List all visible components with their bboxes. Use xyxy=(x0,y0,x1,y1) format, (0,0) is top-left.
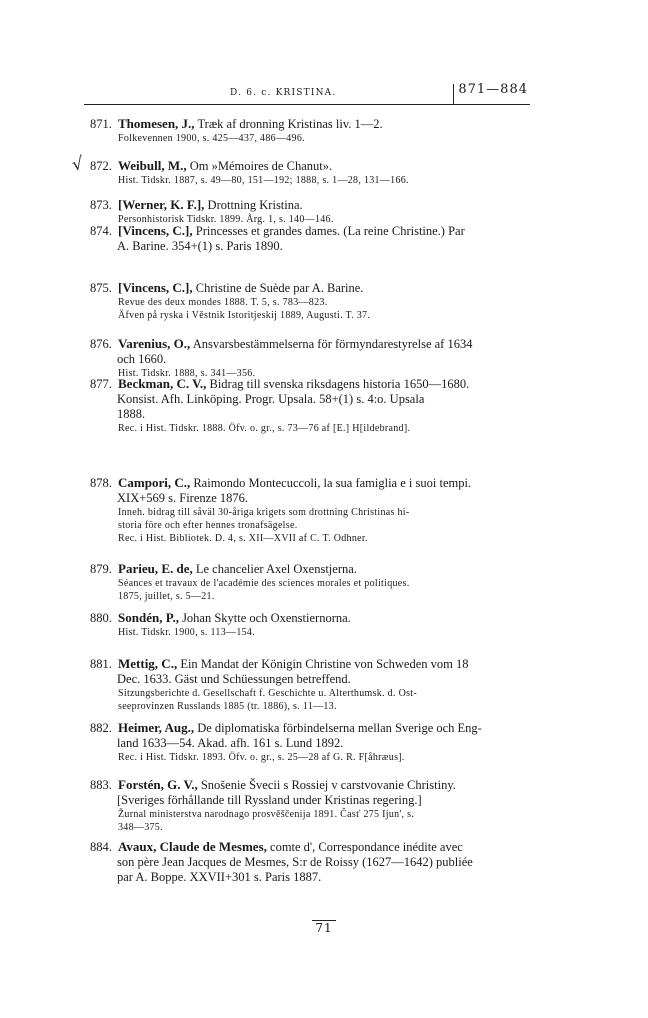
bibliography-entry xyxy=(90,197,536,226)
entry-title: Johan Skytte och Oxenstiernorna. xyxy=(182,611,351,625)
entry-author: Thomesen, J., xyxy=(118,116,195,131)
page-header xyxy=(84,82,530,105)
entry-heading xyxy=(90,197,536,213)
entry-heading xyxy=(90,280,536,296)
entry-heading xyxy=(90,223,536,239)
bibliography-entry xyxy=(90,336,536,380)
entry-author: Parieu, E. de, xyxy=(118,561,193,576)
entry-author: Mettig, C., xyxy=(118,656,178,671)
entry-title: Ein Mandat der Königin Christine von Schweden vom 18 xyxy=(180,657,469,671)
bibliography-entry xyxy=(90,610,536,639)
bibliography-entry xyxy=(90,280,536,322)
entry-number: 884. xyxy=(90,840,112,854)
bibliography-entry xyxy=(90,839,536,885)
entry-note: Hist. Tidskr. 1888, s. 341—356. xyxy=(118,368,256,379)
entry-heading xyxy=(90,777,536,793)
entry-heading xyxy=(90,116,536,132)
entry-heading xyxy=(90,475,536,491)
entry-author: Avaux, Claude de Mesmes, xyxy=(118,839,267,854)
entry-title: De diplomatiska förbindelserna mellan Sverige och Eng- xyxy=(197,721,482,735)
entry-heading xyxy=(90,158,536,174)
entry-continuation: par A. Boppe. XXVII+301 s. Paris 1887. xyxy=(117,870,322,884)
handwritten-check-mark: √ xyxy=(70,153,86,176)
entry-continuation: 1888. xyxy=(117,407,146,421)
entry-note: Hist. Tidskr. 1900, s. 113—154. xyxy=(118,627,256,638)
entry-number: 878. xyxy=(90,476,112,490)
entry-title: comte d', Correspondance inédite avec xyxy=(270,840,463,854)
entry-title: Christine de Suède par A. Barine. xyxy=(195,281,364,295)
entry-note: Personhistorisk Tidskr. 1899. Årg. 1, s. 140—146. xyxy=(118,214,334,225)
entry-number: 879. xyxy=(90,562,112,576)
entry-title: Drottning Kristina. xyxy=(207,198,303,212)
entry-heading xyxy=(90,656,536,672)
entry-note: Rec. i Hist. Tidskr. 1893. Öfv. o. gr., s. 25—28 af G. R. F[åhræus]. xyxy=(118,752,405,763)
entry-author: Forstén, G. V., xyxy=(118,777,198,792)
running-title: D. 6. c. KRISTINA. xyxy=(230,88,337,98)
entry-title: Ansvarsbestämmelserna för förmyndarestyrelse af 1634 xyxy=(192,337,473,351)
entry-number: 875. xyxy=(90,281,112,295)
entry-author: [Vincens, C.], xyxy=(118,280,193,295)
entry-number: 871. xyxy=(90,117,112,131)
entry-number: 873. xyxy=(90,198,112,212)
entry-number: 872. xyxy=(90,159,112,173)
entry-continuation: Konsist. Afh. Linköping. Progr. Upsala. 58+(1) s. 4:o. Upsala xyxy=(117,392,425,406)
entry-title: Princesses et grandes dames. (La reine Christine.) Par xyxy=(195,224,465,238)
entry-note: Folkevennen 1900, s. 425—437, 486—496. xyxy=(118,133,305,144)
entry-number: 883. xyxy=(90,778,112,792)
entry-heading xyxy=(90,376,536,392)
entry-continuation: son père Jean Jacques de Mesmes, S:r de Roissy (1627—1642) publiée xyxy=(117,855,473,869)
entry-number: 880. xyxy=(90,611,112,625)
bibliography-entry xyxy=(90,223,536,254)
entry-author: [Vincens, C.], xyxy=(118,223,193,238)
bibliography-entry xyxy=(90,656,536,713)
entry-number: 874. xyxy=(90,224,112,238)
bibliography-entry xyxy=(90,475,536,545)
entry-note: Äfven på ryska i Věstnik Istoritjeskij 1889, Augusti. T. 37. xyxy=(118,310,371,321)
entry-author: Sondén, P., xyxy=(118,610,179,625)
entry-continuation: land 1633—54. Akad. afh. 161 s. Lund 1892. xyxy=(117,736,344,750)
bibliography-entry xyxy=(90,777,536,834)
entry-note: Inneh. bidrag till såväl 30-åriga krigets som drottning Christinas hi- xyxy=(118,507,410,518)
entry-continuation: Dec. 1633. Gäst und Schüessungen betreffend. xyxy=(117,672,351,686)
entry-continuation: och 1660. xyxy=(117,352,167,366)
bibliography-entry xyxy=(90,561,536,603)
entry-note: Revue des deux mondes 1888. T. 5, s. 783—823. xyxy=(118,297,328,308)
entry-title: Le chancelier Axel Oxenstjerna. xyxy=(195,562,357,576)
entry-note: Rec. i Hist. Tidskr. 1888. Öfv. o. gr., s. 73—76 af [E.] H[ildebrand]. xyxy=(118,423,411,434)
entry-continuation: A. Barine. 354+(1) s. Paris 1890. xyxy=(117,239,283,253)
entry-range: 871—884 xyxy=(458,82,528,97)
entry-title: Om »Mémoires de Chanut». xyxy=(189,159,333,173)
entry-author: Weibull, M., xyxy=(118,158,187,173)
entry-note: Hist. Tidskr. 1887, s. 49—80, 151—192; 1888, s. 1—28, 131—166. xyxy=(118,175,409,186)
entry-heading xyxy=(90,720,536,736)
entry-note: Sitzungsberichte d. Gesellschaft f. Geschichte u. Alterthumsk. d. Ost- xyxy=(118,688,417,699)
bibliography-entry xyxy=(90,720,536,764)
page-number: 71 xyxy=(0,921,648,935)
entry-author: Varenius, O., xyxy=(118,336,191,351)
entry-note: seeprovinzen Russlands 1885 (tr. 1886), s. 11—13. xyxy=(118,701,337,712)
bibliography-entry xyxy=(90,158,536,187)
entry-continuation: [Sveriges förhållande till Ryssland under Kristinas regering.] xyxy=(117,793,422,807)
entry-heading xyxy=(90,561,536,577)
entry-title: Raimondo Montecuccoli, la sua famiglia e i suoi tempi. xyxy=(193,476,472,490)
entry-note: Rec. i Hist. Bibliotek. D. 4, s. XII—XVII af C. T. Odhner. xyxy=(118,533,368,544)
entry-note: Žurnal ministerstva narodnago prosvěščenija 1891. Časť 275 Ijun', s. xyxy=(118,809,415,820)
entry-note: 348—375. xyxy=(118,822,163,833)
bibliography-entry xyxy=(90,376,536,435)
entry-heading xyxy=(90,610,536,626)
entry-note: 1875, juillet, s. 5—21. xyxy=(118,591,215,602)
entry-title: Træk af dronning Kristinas liv. 1—2. xyxy=(197,117,383,131)
entry-number: 881. xyxy=(90,657,112,671)
entry-heading xyxy=(90,839,536,855)
entry-author: [Werner, K. F.], xyxy=(118,197,205,212)
bibliography-entry xyxy=(90,116,536,145)
entry-title: Snošenie Švecii s Rossiej v carstvovanie Christiny. xyxy=(200,778,456,792)
entry-number: 876. xyxy=(90,337,112,351)
entry-note: storia före och efter hennes tronafsägelse. xyxy=(118,520,298,531)
entry-author: Campori, C., xyxy=(118,475,191,490)
entry-author: Heimer, Aug., xyxy=(118,720,195,735)
entry-note: Séances et travaux de l'académie des sciences morales et politiques. xyxy=(118,578,410,589)
entry-continuation: XIX+569 s. Firenze 1876. xyxy=(117,491,248,505)
entry-number: 877. xyxy=(90,377,112,391)
entry-author: Beckman, C. V., xyxy=(118,376,207,391)
entry-title: Bidrag till svenska riksdagens historia 1650—1680. xyxy=(209,377,470,391)
entry-number: 882. xyxy=(90,721,112,735)
entry-heading xyxy=(90,336,536,352)
